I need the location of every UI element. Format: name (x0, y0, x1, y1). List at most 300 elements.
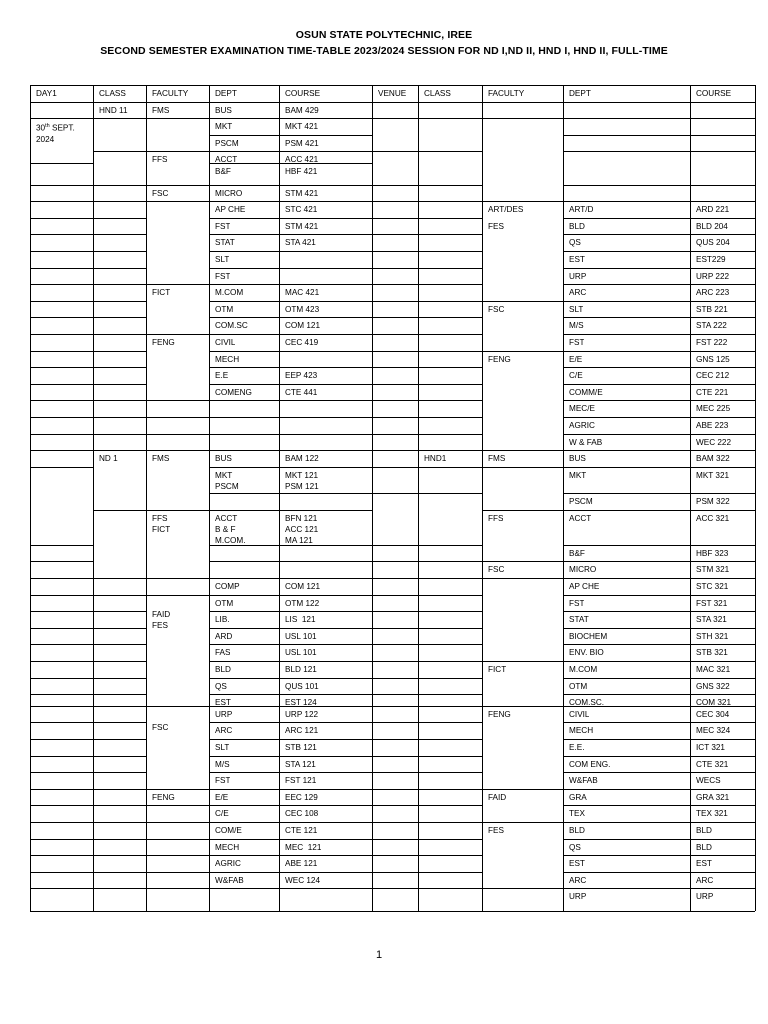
row-divider (30, 805, 93, 806)
table-cell: ART/D (569, 205, 594, 215)
row-divider (372, 251, 482, 252)
row-divider (563, 317, 755, 318)
table-cell: STM 421 (285, 188, 319, 198)
table-cell: MEC 225 (696, 404, 731, 414)
row-divider (563, 251, 755, 252)
table-cell: ARC 223 (696, 288, 730, 298)
table-cell: FENG (488, 709, 511, 719)
row-divider (146, 450, 209, 451)
table-cell: EST229 (696, 255, 726, 264)
row-divider (563, 578, 755, 579)
table-cell: BLD (215, 665, 231, 675)
row-divider (146, 417, 209, 418)
table-cell: FENG (152, 792, 175, 802)
row-divider (482, 201, 563, 202)
row-divider (146, 118, 209, 119)
row-divider (563, 628, 755, 629)
column-divider (30, 85, 31, 911)
table-cell: EEC 129 (285, 792, 318, 802)
row-divider (482, 561, 563, 562)
row-divider (146, 872, 209, 873)
table-cell: FAID FES (152, 610, 171, 631)
row-divider (563, 218, 755, 219)
column-divider (482, 85, 483, 911)
row-divider (93, 578, 146, 579)
row-divider (563, 739, 755, 740)
row-divider (93, 102, 146, 103)
page-number: 1 (375, 949, 383, 961)
row-divider (209, 102, 372, 103)
table-cell: FAS (215, 648, 231, 658)
row-divider (30, 102, 93, 103)
table-cell: CEC 304 (696, 709, 730, 719)
row-divider (30, 251, 93, 252)
row-divider (563, 561, 755, 562)
column-header: COURSE (696, 89, 732, 98)
row-divider (209, 839, 372, 840)
table-cell: PSCM (215, 138, 239, 148)
row-divider (563, 118, 755, 119)
row-divider (30, 872, 93, 873)
row-divider (372, 855, 482, 856)
row-divider (372, 234, 482, 235)
row-divider (563, 135, 755, 136)
row-divider (146, 102, 209, 103)
table-cell: M/S (215, 759, 230, 769)
table-cell: MECH (215, 842, 240, 852)
table-cell: EST 124 (285, 698, 317, 708)
table-cell: FSC (488, 565, 505, 575)
row-divider (482, 789, 563, 790)
table-cell: SLT (569, 304, 584, 314)
table-cell: ND 1 (99, 454, 118, 464)
row-divider (209, 628, 372, 629)
row-divider (146, 822, 209, 823)
table-cell: M.COM (215, 288, 244, 298)
table-cell: WEC 124 (285, 875, 321, 885)
row-divider (482, 301, 563, 302)
row-divider (93, 595, 146, 596)
row-divider (30, 839, 93, 840)
table-cell: FSC (488, 304, 505, 314)
table-cell: FFS FICT (152, 513, 171, 534)
table-cell: BUS (215, 105, 232, 115)
table-border-top (30, 85, 755, 86)
table-cell: QS (215, 681, 227, 691)
row-divider (482, 510, 563, 511)
row-divider (30, 417, 93, 418)
table-cell: STA 121 (285, 759, 316, 769)
row-divider (209, 467, 372, 468)
column-header: DEPT (215, 89, 237, 98)
table-cell: FST (215, 221, 231, 231)
table-cell: USL 101 (285, 631, 317, 641)
row-divider (372, 384, 482, 385)
table-cell: COMM/E (569, 387, 603, 397)
table-cell: HND1 (424, 454, 447, 464)
row-divider (482, 661, 563, 662)
row-divider (30, 628, 93, 629)
table-cell: URP (569, 271, 587, 281)
table-cell: WECS (696, 776, 721, 786)
row-divider (563, 301, 755, 302)
row-divider (30, 722, 93, 723)
table-cell: STA 421 (285, 238, 316, 248)
row-divider (146, 595, 209, 596)
row-divider (93, 611, 146, 612)
table-cell: AP CHE (569, 582, 600, 592)
row-divider (563, 545, 755, 546)
institution-title: OSUN STATE POLYTECHNIC, IREE (295, 29, 473, 41)
row-divider (30, 185, 93, 186)
row-divider (482, 102, 563, 103)
table-cell: MKT 421 (285, 122, 319, 132)
row-divider (372, 628, 482, 629)
row-divider (93, 644, 146, 645)
column-header: CLASS (99, 89, 126, 98)
table-cell: C/E (569, 371, 583, 381)
row-divider (93, 628, 146, 629)
column-header: DAY1 (36, 89, 57, 98)
row-divider (209, 822, 372, 823)
row-divider (372, 151, 482, 152)
table-cell: EST (569, 859, 585, 869)
table-cell: TEX 321 (696, 809, 728, 819)
row-divider (563, 201, 755, 202)
table-cell: ENV. BIO (569, 648, 604, 658)
row-divider (146, 706, 209, 707)
row-divider (372, 201, 482, 202)
row-divider (372, 805, 482, 806)
row-divider (372, 822, 482, 823)
row-divider (563, 595, 755, 596)
row-divider (209, 400, 372, 401)
table-cell: URP (569, 892, 587, 902)
row-divider (30, 661, 93, 662)
row-divider (93, 367, 146, 368)
row-divider (30, 756, 93, 757)
table-cell: WEC 222 (696, 437, 732, 447)
row-divider (563, 756, 755, 757)
row-divider (30, 561, 93, 562)
table-cell: W&FAB (569, 776, 598, 786)
row-divider (372, 706, 482, 707)
table-cell: FST 321 (696, 598, 728, 608)
table-cell: MECH (569, 726, 594, 736)
table-cell: CTE 441 (285, 387, 318, 397)
row-divider (93, 400, 146, 401)
table-cell: MEC/E (569, 404, 595, 414)
row-divider (209, 678, 372, 679)
row-divider (209, 351, 372, 352)
row-divider (372, 450, 482, 451)
row-divider (146, 334, 209, 335)
row-divider (30, 317, 93, 318)
row-divider (93, 151, 146, 152)
row-divider (209, 510, 372, 511)
table-cell: TEX (569, 809, 585, 819)
table-cell: CTE 321 (696, 759, 729, 769)
row-divider (209, 268, 372, 269)
table-cell: GRA (569, 792, 587, 802)
row-divider (209, 434, 372, 435)
table-cell: BIOCHEM (569, 631, 608, 641)
table-cell: STB 121 (285, 743, 317, 753)
row-divider (372, 493, 482, 494)
table-cell: FMS (152, 105, 170, 115)
row-divider (372, 102, 482, 103)
row-divider (30, 595, 93, 596)
row-divider (30, 888, 93, 889)
table-cell: CIVIL (215, 338, 236, 347)
row-divider (372, 301, 482, 302)
column-header: FACULTY (152, 89, 189, 98)
table-cell: M.COM (569, 665, 598, 675)
column-divider (372, 85, 373, 911)
row-divider (372, 545, 482, 546)
row-divider (30, 351, 93, 352)
table-cell: GNS 322 (696, 681, 730, 691)
table-cell: LIB. (215, 615, 230, 625)
row-divider (146, 151, 209, 152)
row-divider (372, 644, 482, 645)
row-divider (563, 268, 755, 269)
row-divider (563, 185, 755, 186)
row-divider (30, 789, 93, 790)
row-divider (146, 888, 209, 889)
row-divider (209, 756, 372, 757)
table-cell: QUS 204 (696, 238, 730, 248)
table-cell: SLT (215, 743, 230, 753)
table-cell: STB 221 (696, 304, 728, 314)
row-divider (563, 493, 755, 494)
table-cell: ABE 223 (696, 421, 729, 430)
row-divider (209, 317, 372, 318)
row-divider (482, 578, 563, 579)
table-cell: OTM (215, 304, 234, 314)
row-divider (563, 644, 755, 645)
table-cell: STC 321 (696, 582, 729, 592)
table-cell: COM ENG. (569, 759, 611, 769)
row-divider (563, 805, 755, 806)
row-divider (30, 644, 93, 645)
table-cell: SLT (215, 255, 230, 264)
row-divider (372, 722, 482, 723)
row-divider (372, 185, 482, 186)
table-cell: STH 321 (696, 631, 729, 641)
row-divider (146, 185, 209, 186)
row-divider (30, 578, 93, 579)
row-divider (30, 611, 93, 612)
table-cell: PSM 421 (285, 138, 319, 148)
table-cell: FST 222 (696, 338, 728, 347)
row-divider (563, 661, 755, 662)
row-divider (563, 872, 755, 873)
column-divider (418, 85, 419, 911)
row-divider (30, 218, 93, 219)
table-cell: ARC (696, 875, 714, 885)
table-cell: MEC 324 (696, 726, 731, 736)
row-divider (93, 739, 146, 740)
row-divider (93, 805, 146, 806)
table-cell: BLD (569, 826, 585, 836)
table-cell: MEC 121 (285, 842, 322, 852)
row-divider (209, 367, 372, 368)
table-cell: COM 121 (285, 582, 321, 592)
row-divider (93, 510, 146, 511)
row-divider (372, 317, 482, 318)
table-cell: STA 222 (696, 321, 727, 331)
row-divider (563, 722, 755, 723)
table-cell: CTE 221 (696, 387, 729, 397)
row-divider (30, 384, 93, 385)
table-cell: QS (569, 842, 581, 852)
row-divider (209, 151, 372, 152)
table-cell: BAM 322 (696, 454, 730, 464)
row-divider (482, 467, 563, 468)
table-cell: STAT (215, 238, 235, 248)
row-divider (563, 151, 755, 152)
table-cell: FST (215, 271, 231, 281)
row-divider (93, 706, 146, 707)
table-cell: CEC 419 (285, 338, 319, 347)
row-divider (209, 218, 372, 219)
row-divider (372, 434, 482, 435)
table-cell: LIS 121 (285, 615, 316, 625)
row-divider (563, 384, 755, 385)
row-divider (372, 789, 482, 790)
row-divider (372, 578, 482, 579)
row-divider (209, 855, 372, 856)
row-divider (372, 595, 482, 596)
table-cell: URP 222 (696, 271, 730, 281)
row-divider (372, 756, 482, 757)
table-cell: ICT 321 (696, 743, 725, 753)
row-divider (372, 888, 482, 889)
table-cell: FSC (152, 723, 169, 733)
row-divider (93, 384, 146, 385)
table-cell: CEC 108 (285, 809, 319, 819)
row-divider (372, 268, 482, 269)
row-divider (372, 351, 482, 352)
table-cell: AGRIC (569, 421, 595, 430)
row-divider (372, 334, 482, 335)
table-cell: FICT (152, 288, 171, 298)
row-divider (563, 611, 755, 612)
row-divider (372, 872, 482, 873)
row-divider (93, 839, 146, 840)
row-divider (30, 739, 93, 740)
table-cell: PSCM (569, 497, 593, 507)
row-divider (563, 400, 755, 401)
row-divider (563, 789, 755, 790)
table-cell: E.E (215, 371, 229, 381)
row-divider (372, 218, 482, 219)
row-divider (372, 694, 482, 695)
table-cell: ABE 121 (285, 859, 318, 869)
row-divider (30, 201, 93, 202)
row-divider (563, 284, 755, 285)
table-cell: EST (569, 255, 585, 264)
row-divider (30, 545, 93, 546)
row-divider (209, 301, 372, 302)
table-cell: FES (488, 221, 504, 231)
row-divider (93, 317, 146, 318)
row-divider (209, 611, 372, 612)
row-divider (209, 185, 372, 186)
row-divider (93, 822, 146, 823)
row-divider (563, 855, 755, 856)
row-divider (563, 334, 755, 335)
row-divider (93, 434, 146, 435)
row-divider (372, 611, 482, 612)
table-cell: COM.SC. (569, 698, 605, 708)
table-cell: ACC 421 (285, 155, 319, 165)
table-cell: CIVIL (569, 709, 590, 719)
table-cell: FST 121 (285, 776, 317, 786)
table-cell: MKT (569, 470, 587, 480)
row-divider (209, 644, 372, 645)
row-divider (146, 510, 209, 511)
row-divider (30, 268, 93, 269)
row-divider (209, 772, 372, 773)
table-cell: ACC 321 (696, 513, 730, 523)
row-divider (209, 694, 372, 695)
table-cell: FMS (488, 454, 506, 464)
row-divider (372, 839, 482, 840)
row-divider (30, 234, 93, 235)
row-divider (563, 351, 755, 352)
table-cell: OTM (569, 681, 588, 691)
row-divider (93, 201, 146, 202)
table-cell: BLD 121 (285, 665, 317, 675)
table-cell: COMP (215, 582, 240, 592)
table-cell: COM.SC (215, 321, 248, 331)
column-divider (563, 85, 564, 911)
table-cell: OTM (215, 598, 234, 608)
table-cell: FENG (488, 354, 511, 364)
row-divider (30, 467, 93, 468)
row-divider (563, 467, 755, 468)
row-divider (209, 595, 372, 596)
row-divider (30, 706, 93, 707)
table-cell: ARD (215, 631, 233, 641)
row-divider (563, 367, 755, 368)
table-cell: STM 421 (285, 221, 319, 231)
row-divider (146, 789, 209, 790)
table-cell: ARC 121 (285, 726, 319, 736)
row-divider (563, 234, 755, 235)
row-divider (209, 561, 372, 562)
row-divider (563, 888, 755, 889)
table-cell: STA 321 (696, 615, 727, 625)
table-cell: BUS (215, 454, 232, 464)
row-divider (563, 102, 755, 103)
row-divider (93, 251, 146, 252)
table-cell: FES (488, 826, 504, 836)
row-divider (93, 678, 146, 679)
table-cell: CTE 121 (285, 826, 318, 836)
row-divider (372, 417, 482, 418)
column-divider (279, 85, 280, 911)
row-divider (93, 301, 146, 302)
row-divider (93, 872, 146, 873)
row-divider (563, 822, 755, 823)
row-divider (93, 118, 146, 119)
table-cell: ART/DES (488, 205, 524, 215)
table-cell: EEP 423 (285, 371, 318, 381)
table-cell: FST (569, 338, 585, 347)
